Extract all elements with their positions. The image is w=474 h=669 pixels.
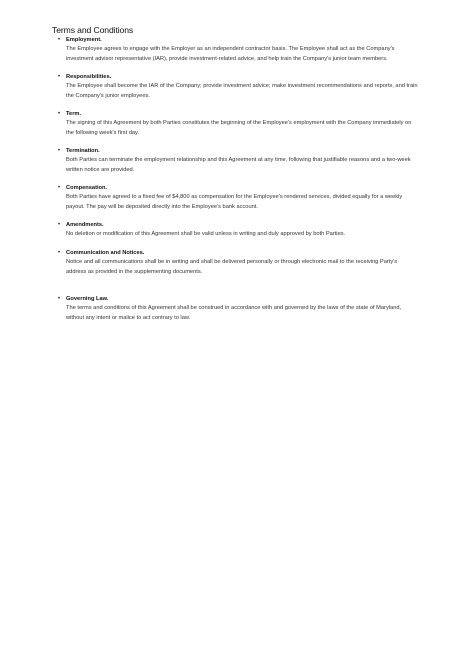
bullet-icon: •	[58, 185, 61, 191]
section-body: Notice and all communications shall be in writing and shall be delivered personally or through electronic mail to the receiving Party's address as provided in the supplementing documents.	[66, 259, 398, 275]
bullet-icon: •	[58, 250, 61, 256]
section-compensation	[58, 184, 418, 212]
section-heading: Termination.	[66, 148, 100, 154]
section-communication-and-notices	[58, 249, 418, 277]
page-title: Terms and Conditions	[52, 25, 134, 35]
section-termination	[58, 147, 418, 175]
bullet-icon: •	[58, 111, 61, 117]
section-term	[58, 110, 418, 138]
bullet-icon: •	[58, 222, 61, 228]
bullet-icon: •	[58, 296, 61, 302]
section-heading: Compensation.	[66, 185, 108, 191]
section-heading: Amendments.	[66, 222, 104, 228]
section-heading: Responsibilities.	[66, 74, 112, 80]
section-body: Both Parties can terminate the employment relationship and this Agreement at any time, following that justifiable reasons and a two-week written notice are provided.	[66, 157, 411, 173]
section-amendments	[58, 221, 418, 240]
section-body: The Employee agrees to engage with the Employer as an independent contractor basis. The Employee shall act as the Company's investment advisor representative (IAR), provide investment-related advice, and help train the Company's junior team members.	[66, 46, 395, 62]
section-body: The Employee shall become the IAR of the Company; provide investment advice; make investment recommendations and reports, and train the Company's junior employees.	[66, 83, 418, 99]
section-heading: Term.	[66, 111, 82, 117]
section-heading: Communication and Notices.	[66, 250, 145, 256]
section-responsibilities	[58, 73, 418, 101]
section-body: Both Parties have agreed to a fixed fee of $4,800 as compensation for the Employee's rendered services, divided equally for a weekly payout. The pay will be deposited directly into the Employee's bank account.	[66, 194, 403, 210]
section-governing-law	[58, 295, 418, 323]
bullet-icon: •	[58, 148, 61, 154]
bullet-icon: •	[58, 74, 61, 80]
bullet-icon: •	[58, 37, 61, 43]
section-heading: Employment.	[66, 37, 102, 43]
section-heading: Governing Law.	[66, 296, 109, 302]
section-body: No deletion or modification of this Agreement shall be valid unless in writing and duly approved by both Parties.	[66, 231, 346, 238]
section-body: The terms and conditions of this Agreement shall be construed in accordance with and governed by the laws of the state of Maryland, without any intent or malice to act contrary to law.	[66, 305, 402, 321]
section-employment	[58, 36, 418, 64]
section-body: The signing of this Agreement by both Parties constitutes the beginning of the Employee's employment with the Company immediately on the following week's first day.	[66, 120, 412, 136]
